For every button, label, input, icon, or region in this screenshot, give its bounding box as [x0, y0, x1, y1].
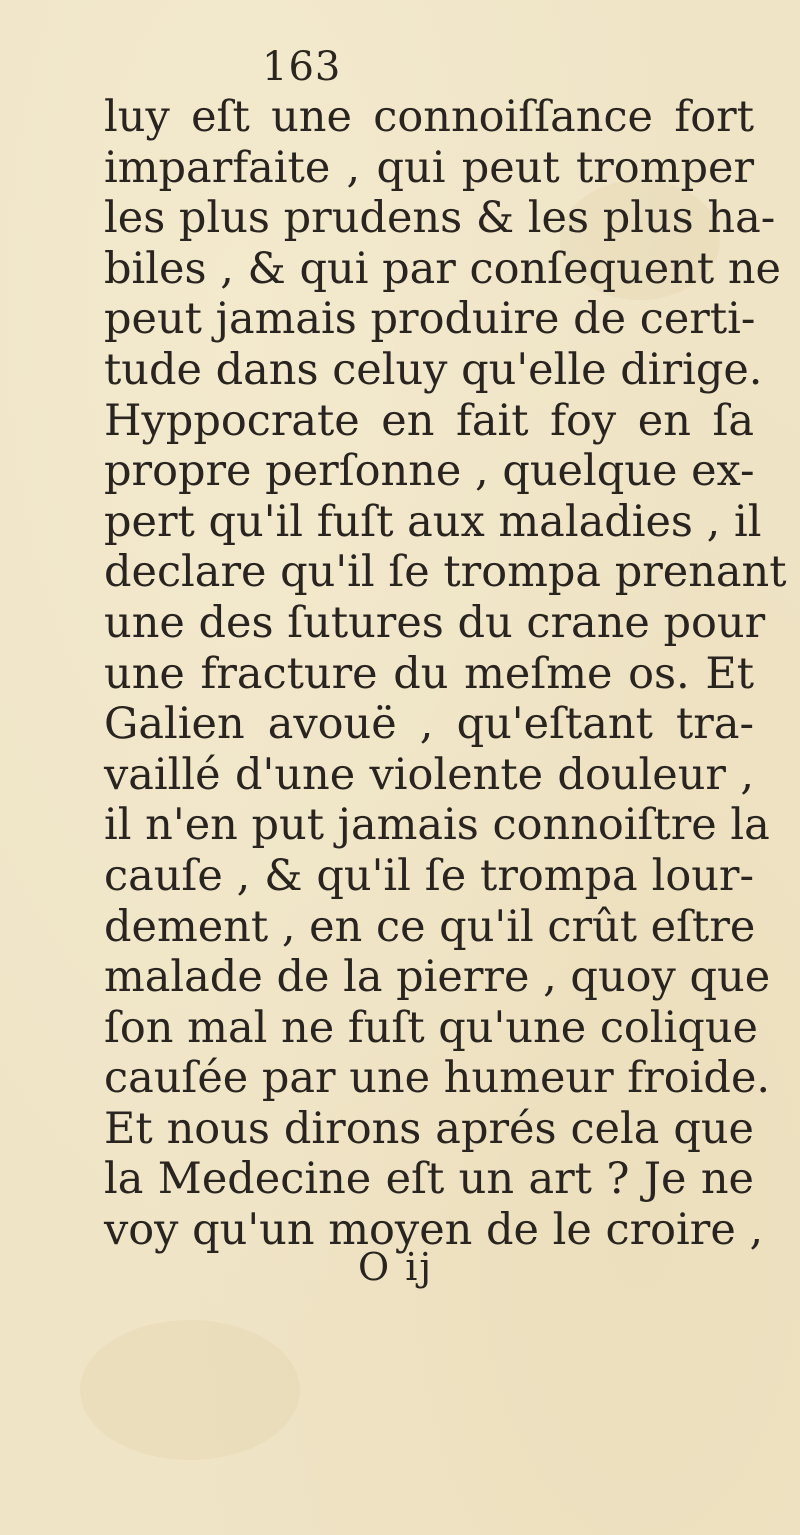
text-line: une fracture du meſme os. Et [104, 648, 754, 699]
text-line: les plus prudens & les plus ha- [104, 193, 776, 244]
text-line: vaillé d'une violente douleur , [104, 749, 754, 800]
text-line: cauſe , & qu'il ſe trompa lour- [104, 850, 754, 901]
text-line: tude dans celuy qu'elle dirige. [104, 344, 763, 395]
text-line: dement , en ce qu'il crût eſtre [104, 901, 756, 952]
text-line: peut jamais produire de certi- [104, 294, 756, 345]
signature-mark: O ij [358, 1245, 434, 1289]
text-line: la Medecine eſt un art ? Je ne [104, 1154, 754, 1205]
paper-stain [80, 1320, 300, 1460]
text-line: cauſée par une humeur froide. [104, 1053, 771, 1104]
text-line: il n'en put jamais connoiſtre la [104, 800, 770, 851]
text-line: Et nous dirons aprés cela que [104, 1103, 754, 1154]
body-text [104, 92, 787, 1256]
text-line: biles , & qui par conſequent ne [104, 243, 781, 294]
text-line: propre perſonne , quelque ex- [104, 446, 755, 497]
text-line: imparfaite , qui peut tromper [104, 142, 754, 193]
text-line: voy qu'un moyen de le croire , [104, 1205, 764, 1256]
text-line: luy eſt une connoiſſance fort [104, 92, 754, 142]
text-line: Galien avouë , qu'eſtant tra- [104, 699, 754, 750]
text-line: pert qu'il fuſt aux maladies , il [104, 496, 762, 547]
page-number: 163 [262, 44, 342, 90]
text-line: une des ſutures du crane pour [104, 597, 766, 648]
text-line: malade de la pierre , quoy que [104, 952, 771, 1003]
text-line: ſon mal ne fuſt qu'une colique [104, 1002, 758, 1053]
text-line: declare qu'il ſe trompa prenant [104, 547, 787, 598]
text-line: Hyppocrate en fait foy en ſa [104, 395, 754, 446]
